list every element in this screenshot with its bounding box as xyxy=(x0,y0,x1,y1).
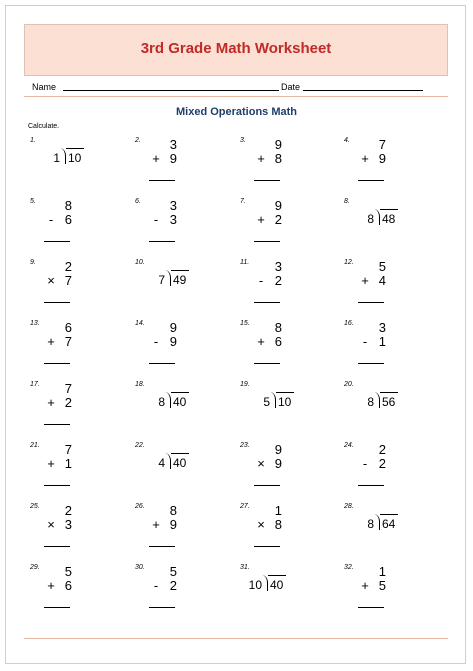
division-bracket xyxy=(374,209,380,225)
answer-line[interactable] xyxy=(149,363,175,364)
divisor: 8 xyxy=(367,395,374,409)
bottom-operand: 9 xyxy=(378,151,386,166)
answer-line[interactable] xyxy=(44,241,70,242)
operator-sign: + xyxy=(152,517,160,532)
division-bar xyxy=(380,209,398,210)
operator-sign: + xyxy=(361,151,369,166)
bottom-operand: 2 xyxy=(274,273,282,288)
bottom-operand: 2 xyxy=(169,578,177,593)
problem-number: 6. xyxy=(135,198,141,205)
answer-line[interactable] xyxy=(358,607,384,608)
top-operand: 3 xyxy=(169,137,177,152)
problem-item xyxy=(240,503,320,561)
top-operand: 9 xyxy=(274,442,282,457)
problem-number: 10. xyxy=(135,259,145,266)
problem-number: 13. xyxy=(30,320,40,327)
footer-divider xyxy=(24,638,448,639)
bottom-operand: 9 xyxy=(169,151,177,166)
division-bar xyxy=(171,453,189,454)
division-bracket xyxy=(165,392,171,408)
operator-sign: + xyxy=(47,395,55,410)
dividend: 56 xyxy=(382,395,396,409)
top-operand: 7 xyxy=(64,442,72,457)
divisor: 7 xyxy=(158,273,165,287)
top-operand: 2 xyxy=(378,442,386,457)
problem-number: 21. xyxy=(30,442,40,449)
bottom-operand: 6 xyxy=(274,334,282,349)
bottom-operand: 3 xyxy=(169,212,177,227)
operator-sign: + xyxy=(361,273,369,288)
division-bar xyxy=(268,575,286,576)
divisor: 1 xyxy=(53,151,60,165)
answer-line[interactable] xyxy=(44,424,70,425)
problem-item xyxy=(240,442,320,500)
problem-item xyxy=(240,381,320,439)
bottom-operand: 9 xyxy=(169,517,177,532)
problem-item xyxy=(344,503,424,561)
top-operand: 8 xyxy=(274,320,282,335)
problem-number: 9. xyxy=(30,259,36,266)
date-field[interactable] xyxy=(303,90,423,91)
answer-line[interactable] xyxy=(149,241,175,242)
operator-sign: × xyxy=(257,517,265,532)
title-banner xyxy=(24,24,448,76)
division-bracket xyxy=(165,453,171,469)
problem-item xyxy=(135,198,215,256)
bottom-operand: 6 xyxy=(64,578,72,593)
problem-number: 4. xyxy=(344,137,350,144)
problem-number: 29. xyxy=(30,564,40,571)
answer-line[interactable] xyxy=(254,485,280,486)
division-bracket xyxy=(374,392,380,408)
problem-item xyxy=(240,320,320,378)
bottom-operand: 6 xyxy=(64,212,72,227)
bottom-operand: 2 xyxy=(378,456,386,471)
problem-number: 8. xyxy=(344,198,350,205)
divisor: 8 xyxy=(158,395,165,409)
division-bracket xyxy=(165,270,171,286)
bottom-operand: 2 xyxy=(274,212,282,227)
problem-number: 30. xyxy=(135,564,145,571)
date-label: Date xyxy=(281,82,301,92)
answer-line[interactable] xyxy=(254,546,280,547)
section-subtitle: Mixed Operations Math xyxy=(175,106,298,118)
divisor: 10 xyxy=(248,578,262,592)
problem-item xyxy=(240,198,320,256)
top-operand: 1 xyxy=(274,503,282,518)
dividend: 10 xyxy=(68,151,82,165)
answer-line[interactable] xyxy=(254,180,280,181)
instruction-text: Calculate. xyxy=(28,123,60,130)
problem-number: 14. xyxy=(135,320,145,327)
problem-item xyxy=(30,259,110,317)
top-operand: 3 xyxy=(378,320,386,335)
operator-sign: - xyxy=(362,456,368,471)
division-bracket xyxy=(60,148,66,164)
problem-item xyxy=(30,564,110,622)
division-bracket xyxy=(270,392,276,408)
answer-line[interactable] xyxy=(358,363,384,364)
answer-line[interactable] xyxy=(44,546,70,547)
answer-line[interactable] xyxy=(149,180,175,181)
problem-item xyxy=(135,259,215,317)
problem-item xyxy=(135,564,215,622)
problem-number: 28. xyxy=(344,503,354,510)
divisor: 5 xyxy=(263,395,270,409)
problem-number: 32. xyxy=(344,564,354,571)
header-divider xyxy=(24,96,448,97)
dividend: 49 xyxy=(173,273,187,287)
problem-number: 18. xyxy=(135,381,145,388)
operator-sign: + xyxy=(47,578,55,593)
dividend: 64 xyxy=(382,517,396,531)
operator-sign: × xyxy=(257,456,265,471)
problem-item xyxy=(135,503,215,561)
bottom-operand: 1 xyxy=(64,456,72,471)
operator-sign: + xyxy=(257,151,265,166)
problem-item xyxy=(240,564,320,622)
problem-number: 24. xyxy=(344,442,354,449)
problem-number: 5. xyxy=(30,198,36,205)
answer-line[interactable] xyxy=(358,180,384,181)
top-operand: 2 xyxy=(64,503,72,518)
problem-item xyxy=(135,137,215,195)
answer-line[interactable] xyxy=(254,241,280,242)
bottom-operand: 9 xyxy=(274,456,282,471)
bottom-operand: 1 xyxy=(378,334,386,349)
top-operand: 5 xyxy=(169,564,177,579)
dividend: 40 xyxy=(173,456,187,470)
operator-sign: - xyxy=(153,212,159,227)
problem-item xyxy=(30,198,110,256)
problem-item xyxy=(344,442,424,500)
division-bar xyxy=(171,392,189,393)
bottom-operand: 8 xyxy=(274,517,282,532)
top-operand: 9 xyxy=(169,320,177,335)
problem-number: 25. xyxy=(30,503,40,510)
top-operand: 1 xyxy=(378,564,386,579)
operator-sign: - xyxy=(362,334,368,349)
problem-number: 22. xyxy=(135,442,145,449)
top-operand: 6 xyxy=(64,320,72,335)
problem-number: 7. xyxy=(240,198,246,205)
problem-item xyxy=(344,381,424,439)
operator-sign: × xyxy=(47,517,55,532)
problem-item xyxy=(344,259,424,317)
operator-sign: + xyxy=(361,578,369,593)
division-bar xyxy=(380,514,398,515)
problem-number: 31. xyxy=(240,564,250,571)
problem-number: 26. xyxy=(135,503,145,510)
divisor: 8 xyxy=(367,212,374,226)
top-operand: 9 xyxy=(274,137,282,152)
problem-number: 1. xyxy=(30,137,36,144)
name-field[interactable] xyxy=(63,90,279,91)
top-operand: 3 xyxy=(169,198,177,213)
bottom-operand: 5 xyxy=(378,578,386,593)
problem-item xyxy=(30,503,110,561)
top-operand: 7 xyxy=(378,137,386,152)
bottom-operand: 9 xyxy=(169,334,177,349)
problem-number: 23. xyxy=(240,442,250,449)
operator-sign: + xyxy=(47,334,55,349)
division-bracket xyxy=(374,514,380,530)
divisor: 4 xyxy=(158,456,165,470)
top-operand: 3 xyxy=(274,259,282,274)
problem-number: 12. xyxy=(344,259,354,266)
problem-item xyxy=(30,137,110,195)
bottom-operand: 2 xyxy=(64,395,72,410)
answer-line[interactable] xyxy=(44,302,70,303)
division-bar xyxy=(380,392,398,393)
problem-item xyxy=(30,442,110,500)
top-operand: 5 xyxy=(64,564,72,579)
problem-item xyxy=(135,320,215,378)
problem-item xyxy=(344,320,424,378)
answer-line[interactable] xyxy=(149,546,175,547)
problem-number: 16. xyxy=(344,320,354,327)
operator-sign: - xyxy=(258,273,264,288)
top-operand: 9 xyxy=(274,198,282,213)
bottom-operand: 8 xyxy=(274,151,282,166)
bottom-operand: 3 xyxy=(64,517,72,532)
name-label: Name xyxy=(32,82,57,92)
problem-number: 11. xyxy=(240,259,250,266)
bottom-operand: 4 xyxy=(378,273,386,288)
problem-item xyxy=(30,381,110,439)
top-operand: 8 xyxy=(64,198,72,213)
problem-number: 19. xyxy=(240,381,250,388)
answer-line[interactable] xyxy=(358,302,384,303)
dividend: 40 xyxy=(270,578,284,592)
dividend: 40 xyxy=(173,395,187,409)
problem-item xyxy=(240,137,320,195)
problem-item xyxy=(240,259,320,317)
problem-number: 3. xyxy=(240,137,246,144)
answer-line[interactable] xyxy=(254,302,280,303)
problem-number: 20. xyxy=(344,381,354,388)
problem-item xyxy=(344,198,424,256)
operator-sign: + xyxy=(152,151,160,166)
answer-line[interactable] xyxy=(44,363,70,364)
bottom-operand: 7 xyxy=(64,273,72,288)
operator-sign: + xyxy=(47,456,55,471)
answer-line[interactable] xyxy=(149,607,175,608)
problem-number: 15. xyxy=(240,320,250,327)
bottom-operand: 7 xyxy=(64,334,72,349)
answer-line[interactable] xyxy=(358,485,384,486)
top-operand: 2 xyxy=(64,259,72,274)
operator-sign: - xyxy=(153,578,159,593)
problem-item xyxy=(344,564,424,622)
division-bar xyxy=(171,270,189,271)
problem-item xyxy=(135,442,215,500)
operator-sign: × xyxy=(47,273,55,288)
page-title: 3rd Grade Math Worksheet xyxy=(140,40,332,57)
operator-sign: + xyxy=(257,334,265,349)
answer-line[interactable] xyxy=(254,363,280,364)
operator-sign: - xyxy=(153,334,159,349)
divisor: 8 xyxy=(367,517,374,531)
problem-number: 2. xyxy=(135,137,141,144)
answer-line[interactable] xyxy=(44,485,70,486)
problem-number: 17. xyxy=(30,381,40,388)
operator-sign: + xyxy=(257,212,265,227)
division-bracket xyxy=(262,575,268,591)
problem-item xyxy=(135,381,215,439)
top-operand: 8 xyxy=(169,503,177,518)
dividend: 10 xyxy=(278,395,292,409)
problem-number: 27. xyxy=(240,503,250,510)
answer-line[interactable] xyxy=(44,607,70,608)
problem-item xyxy=(344,137,424,195)
top-operand: 7 xyxy=(64,381,72,396)
division-bar xyxy=(276,392,294,393)
top-operand: 5 xyxy=(378,259,386,274)
problem-item xyxy=(30,320,110,378)
operator-sign: - xyxy=(48,212,54,227)
dividend: 48 xyxy=(382,212,396,226)
division-bar xyxy=(66,148,84,149)
